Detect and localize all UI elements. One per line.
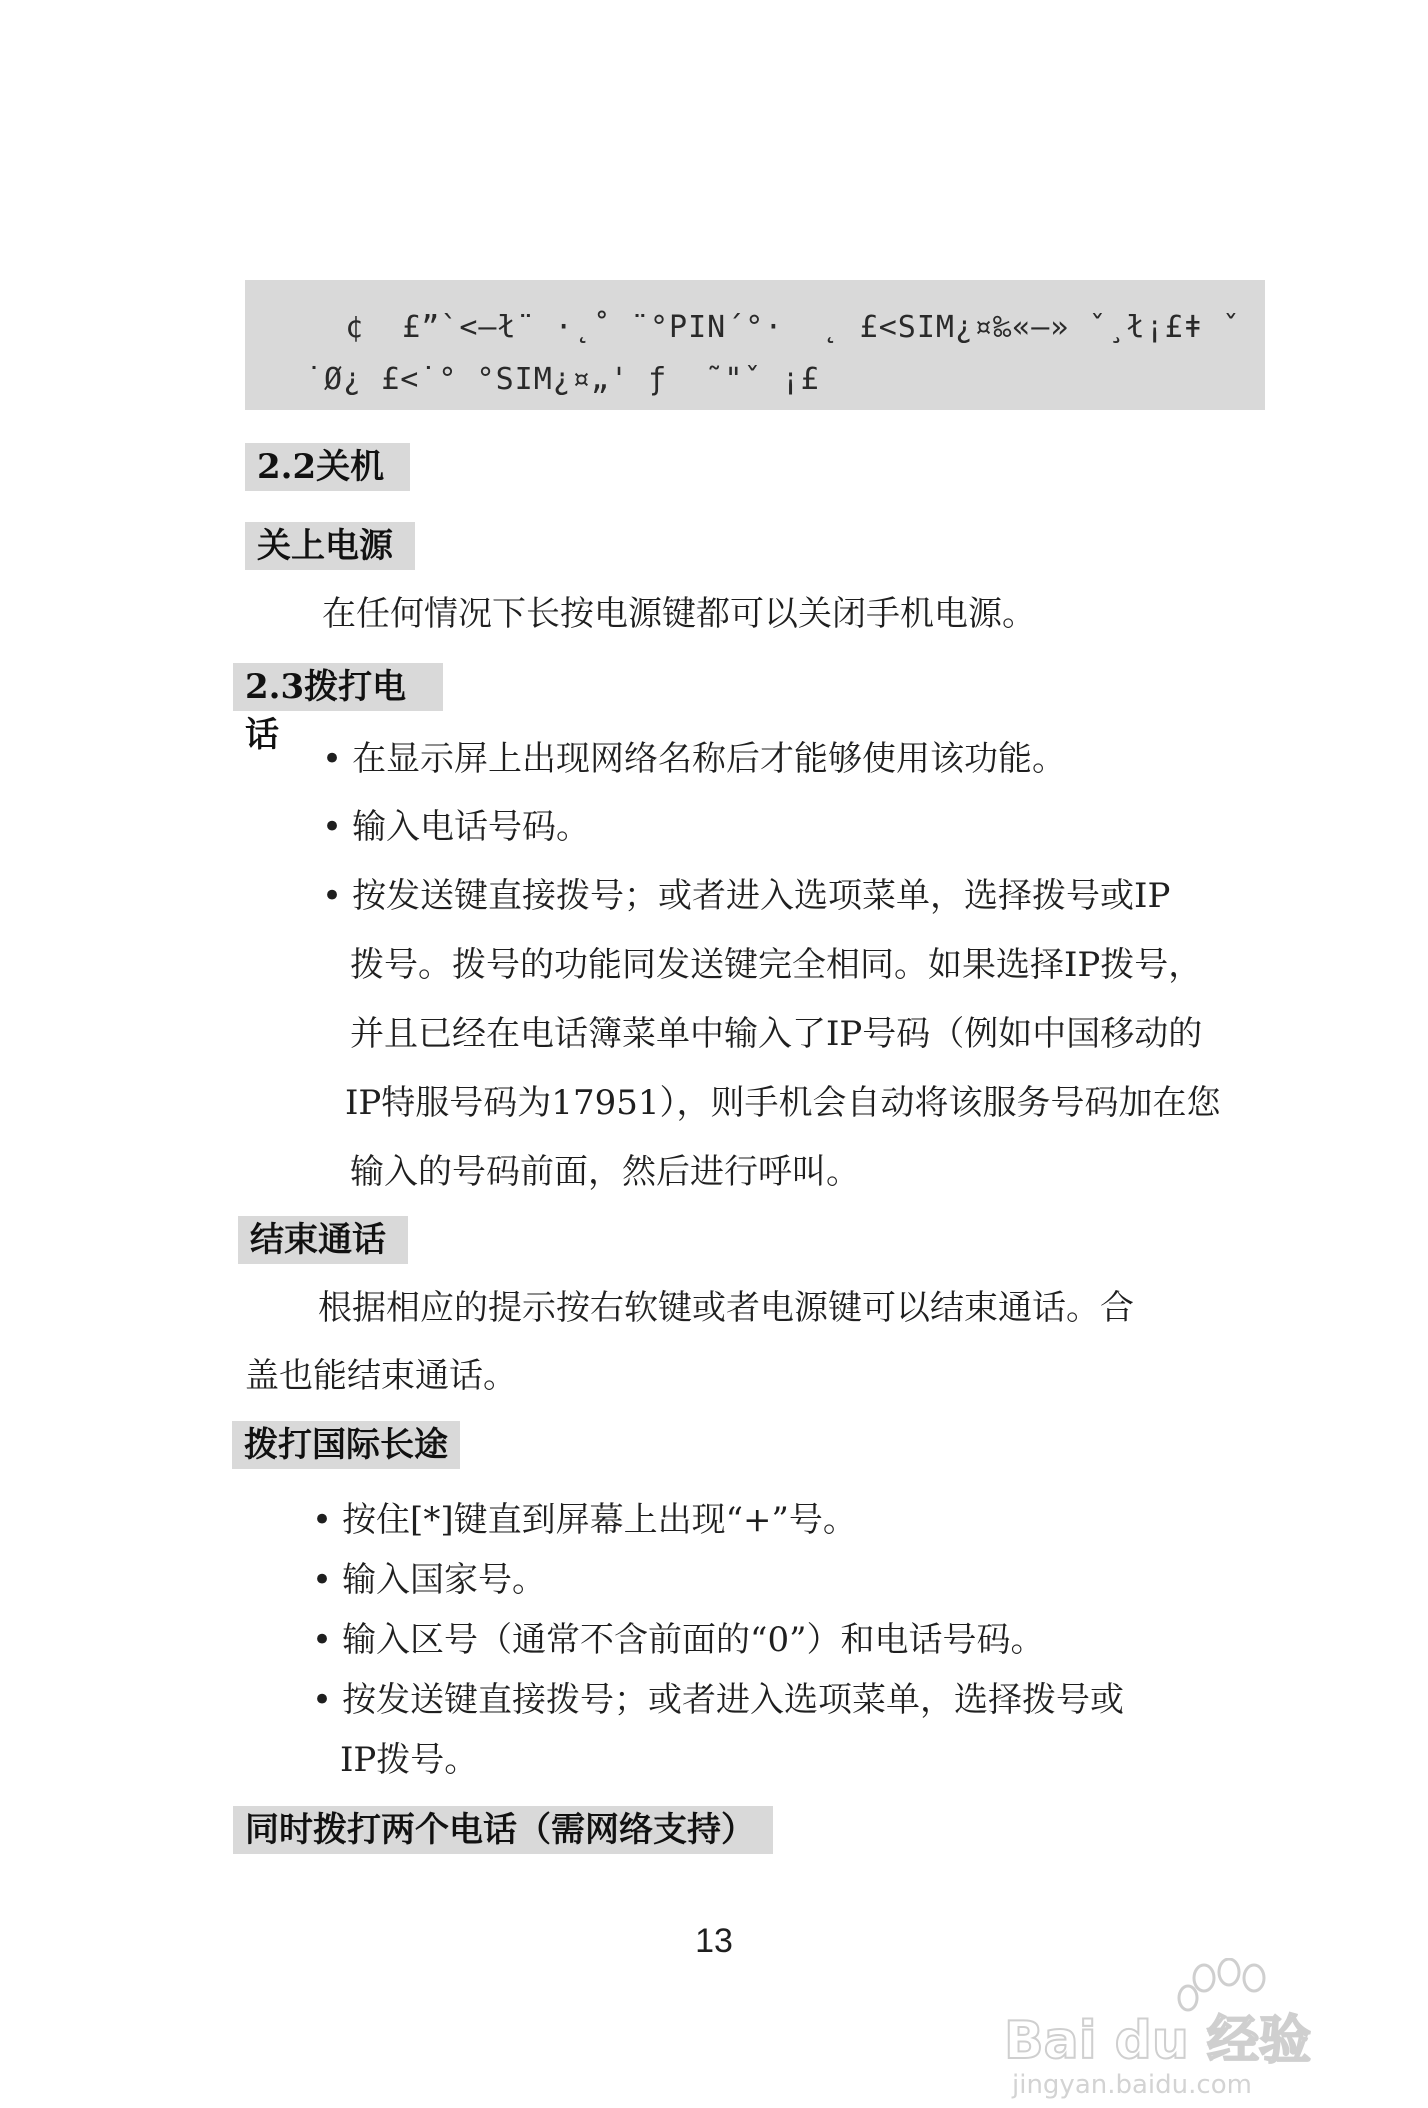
- watermark-brand-text: Bai du 经验: [1004, 2011, 1311, 2071]
- dialing-bullet-1: • 在显示屏上出现网络名称后才能够使用该功能。: [322, 735, 1066, 783]
- dialing-bullet-3-line-2: 拨号。拨号的功能同发送键完全相同。如果选择IP拨号，: [350, 945, 1203, 985]
- end-call-line-1: 根据相应的提示按右软键或者电源键可以结束通话。合: [318, 1288, 1134, 1328]
- end-call-line-2: 盖也能结束通话。: [245, 1356, 517, 1396]
- sub-heading-power-off: 关上电源: [245, 522, 415, 570]
- dialing-bullet-3-line-3: 并且已经在电话簿菜单中输入了IP号码（例如中国移动的: [350, 1014, 1203, 1054]
- section-heading-dialing: 2.3拨打电话: [233, 663, 443, 711]
- garbled-line-2: ˙Ø¿ £<˙° °SIM¿¤„' ƒ ˜"ˇ ¡£: [305, 362, 820, 397]
- intl-bullet-4-line-2: IP拨号。: [340, 1740, 479, 1780]
- dialing-bullet-3: • 按发送键直接拨号；或者进入选项菜单，选择拨号或IP: [322, 872, 1170, 920]
- dialing-bullet-3-line-5: 输入的号码前面，然后进行呼叫。: [350, 1152, 860, 1192]
- section-heading-two-calls: 同时拨打两个电话（需网络支持）: [233, 1806, 773, 1854]
- section-heading-end-call: 结束通话: [238, 1216, 408, 1264]
- baidu-watermark: [1004, 1958, 1364, 2108]
- watermark-url: jingyan.baidu.com: [1012, 2070, 1252, 2100]
- dialing-bullet-2: • 输入电话号码。: [322, 803, 590, 851]
- garbled-line-1: ¢ £”`<—ł¨ ·˛˚ ¨°PIN´°· ˛ £<SIM¿¤‰«–» ˇ¸ł¡£ǂ ˇ: [345, 310, 1241, 345]
- garbled-text-box: [245, 280, 1265, 410]
- section-heading-power-off: 2.2关机: [245, 443, 410, 491]
- dialing-bullet-3-line-4: IP特服号码为17951），则手机会自动将该服务号码加在您: [345, 1083, 1221, 1123]
- intl-bullet-3: • 输入区号（通常不含前面的“0”）和电话号码。: [312, 1616, 1044, 1664]
- page-number: 13: [695, 1922, 733, 1960]
- intl-bullet-2: • 输入国家号。: [312, 1556, 546, 1604]
- intl-bullet-1: • 按住[*]键直到屏幕上出现“+”号。: [312, 1496, 857, 1544]
- intl-bullet-4: • 按发送键直接拨号；或者进入选项菜单，选择拨号或: [312, 1676, 1124, 1724]
- power-off-text: 在任何情况下长按电源键都可以关闭手机电源。: [322, 594, 1036, 634]
- section-heading-intl: 拨打国际长途: [232, 1421, 460, 1469]
